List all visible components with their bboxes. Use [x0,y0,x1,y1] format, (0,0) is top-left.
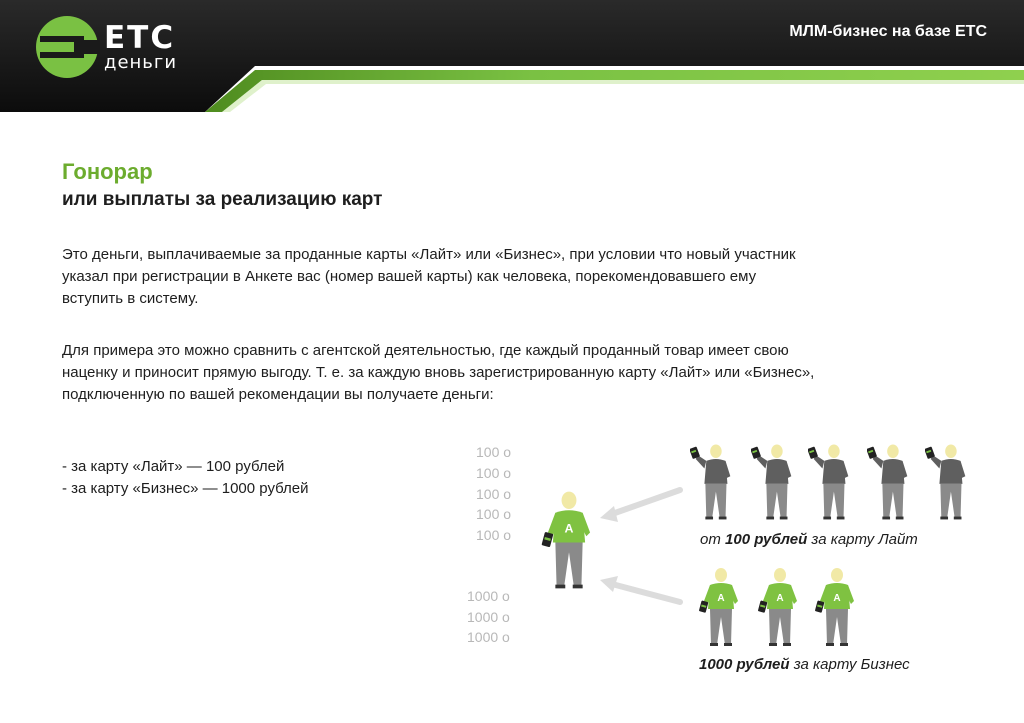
light-caption-suffix: за карту Лайт [807,531,918,548]
paragraph-line: подключенную по вашей рекомендации вы получаете деньги: [62,386,494,403]
light-amount: 100 о [476,506,512,522]
light-amount: 100 о [476,527,512,543]
list-item: - за карту «Лайт» — 100 рублей [62,458,285,475]
business-buyer-icon [699,568,738,646]
paragraph-line: наценку и приносит прямую выгоду. Т. е. за каждую вновь зарегистрированную карту «Лайт» или «Бизнес», [62,364,815,381]
light-buyer-icon [866,445,907,520]
paragraph-line: указал при регистрации в Анкете вас (номер вашей карты) как человека, порекомендовавшего ему [62,268,757,285]
light-amount: 100 о [476,444,512,460]
paragraph-example [62,340,932,406]
light-buyer-icon [807,445,848,520]
page-title: Гонорар [62,159,153,184]
arrow-from-light-icon [600,490,680,522]
light-caption-amount: 100 рублей [725,531,808,548]
paragraph-line: Для примера это можно сравнить с агентской деятельностью, где каждый проданный товар имеет свою [62,342,789,359]
central-person-icon [541,492,590,589]
light-buyer-icon [750,445,791,520]
header-banner [0,0,1024,112]
logo-subtext: деньги [104,52,178,73]
etc-logo[interactable] [34,14,194,98]
business-amount: 1000 о [467,609,510,625]
page-subtitle: или выплаты за реализацию карт [62,189,383,210]
light-buyer-icon [689,445,730,520]
light-amount: 100 о [476,465,512,481]
paragraph-definition [62,244,932,310]
arrow-from-business-icon [600,576,680,602]
business-caption-suffix: за карту Бизнес [789,656,910,673]
light-caption-prefix: от [700,531,726,548]
business-buyer-icon [758,568,797,646]
business-caption [699,656,910,673]
business-amount: 1000 о [467,588,510,604]
logo-mark-icon [34,14,100,80]
list-item: - за карту «Бизнес» — 1000 рублей [62,480,309,497]
business-caption-amount: 1000 рублей [699,656,790,673]
light-buyer-icon [924,445,965,520]
business-buyer-icon [815,568,854,646]
payout-list [62,456,309,500]
light-amount: 100 о [476,486,512,502]
header-title: МЛМ-бизнес на базе ЕТС [789,23,987,40]
logo-text: ETC [104,20,176,56]
paragraph-line: вступить в систему. [62,290,199,307]
paragraph-line: Это деньги, выплачиваемые за проданные карты «Лайт» или «Бизнес», при условии что новый участник [62,246,796,263]
light-caption [700,531,918,548]
business-amount: 1000 о [467,629,510,645]
